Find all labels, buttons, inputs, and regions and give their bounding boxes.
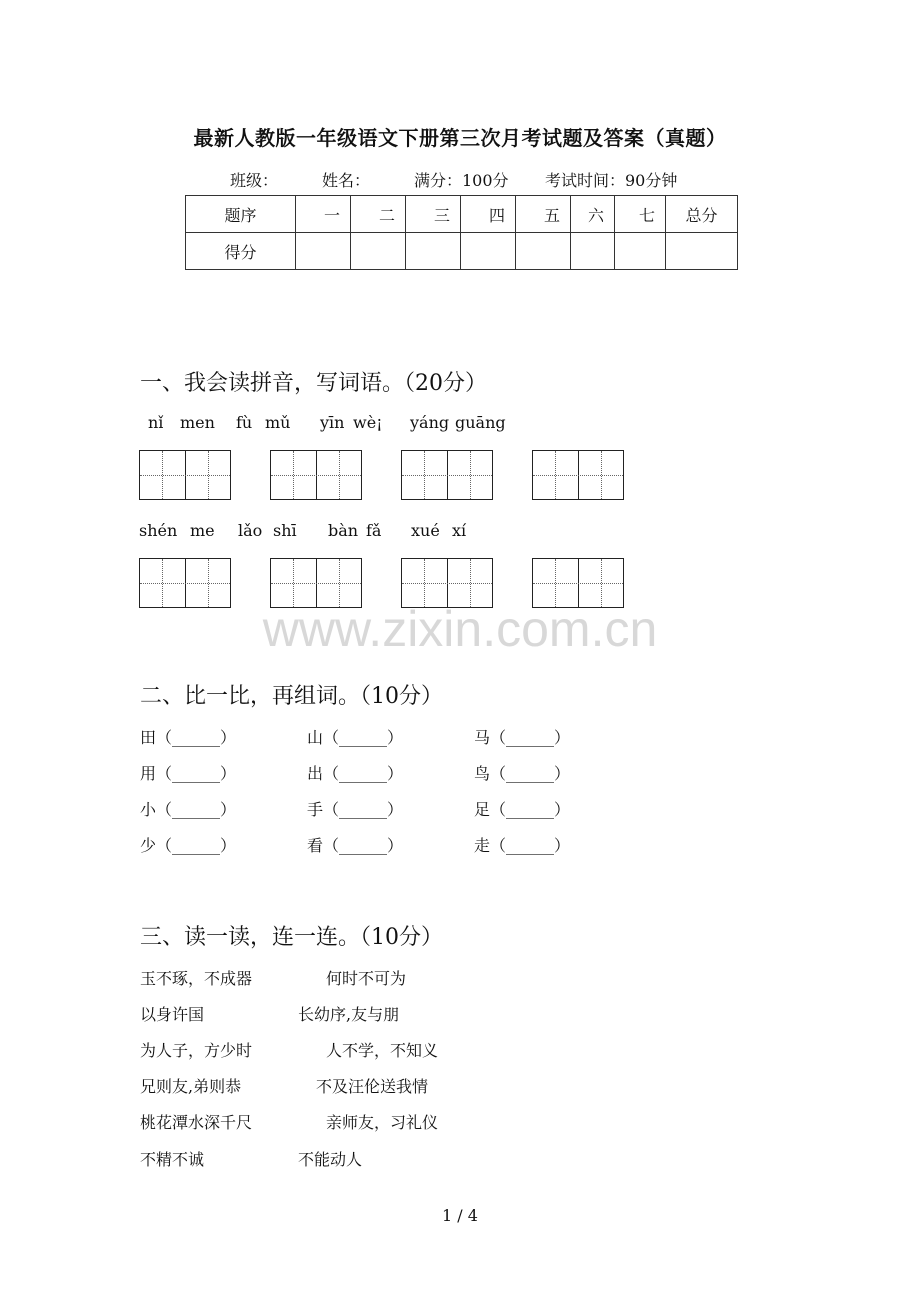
word-blank[interactable]: 田（______） [140,728,237,747]
pinyin-syllable: men [180,413,215,432]
match-left-item[interactable]: 玉不琢，不成器 [140,969,253,988]
word-blank[interactable]: 走（______） [474,836,571,855]
match-right-item[interactable]: 长幼序,友与朋 [298,1005,400,1024]
pinyin-syllable: fù [236,413,253,432]
word-blank[interactable]: 手（______） [307,800,404,819]
word-blank[interactable]: 出（______） [307,764,404,783]
pinyin-syllable: yīn [320,413,345,432]
word-blank[interactable]: 少（______） [140,836,237,855]
match-right-item[interactable]: 不能动人 [298,1150,363,1169]
score-cell[interactable] [516,233,571,270]
watermark: www.zixin.com.cn [262,601,658,657]
pinyin-syllable: shén [139,521,178,540]
word-blank[interactable]: 足（______） [474,800,571,819]
writing-grid[interactable] [270,450,362,500]
match-left-item[interactable]: 为人子，方少时 [140,1041,253,1060]
section2-heading: 二、比一比，再组词。（10分） [140,684,443,709]
score-cell[interactable] [351,233,406,270]
pinyin-syllable: xué [411,521,440,540]
pinyin-syllable: xí [452,521,467,540]
match-left-item[interactable]: 不精不诚 [140,1150,205,1169]
score-header-cell: 四 [461,196,516,233]
pinyin-syllable: wè¡ [353,413,383,432]
score-header-cell: 六 [571,196,615,233]
writing-grid[interactable] [139,450,231,500]
score-cell[interactable] [615,233,666,270]
score-header-cell: 二 [351,196,406,233]
match-left-item[interactable]: 兄则友,弟则恭 [140,1077,242,1096]
class-label: 班级： [230,171,279,190]
score-table-header-row [186,196,738,233]
match-left-item[interactable]: 桃花潭水深千尺 [140,1113,253,1132]
pinyin-syllable: mǔ [265,413,291,432]
pinyin-syllable: fǎ [366,521,382,540]
section3-heading: 三、读一读，连一连。（10分） [140,925,443,950]
word-blank[interactable]: 看（______） [307,836,404,855]
score-header-cell: 题序 [186,196,296,233]
writing-grid[interactable] [532,450,624,500]
exam-time-label: 考试时间：90分钟 [545,171,678,190]
pinyin-syllable: guāng [455,413,506,432]
pinyin-syllable: shī [273,521,297,540]
match-right-item[interactable]: 亲师友，习礼仪 [326,1113,439,1132]
match-left-item[interactable]: 以身许国 [140,1005,205,1024]
word-blank[interactable]: 马（______） [474,728,571,747]
score-header-cell: 总分 [666,196,738,233]
word-blank[interactable]: 鸟（______） [474,764,571,783]
name-label: 姓名： [322,171,371,190]
score-header-cell: 三 [406,196,461,233]
pinyin-syllable: yáng [410,413,450,432]
score-cell[interactable] [406,233,461,270]
score-header-cell: 一 [296,196,351,233]
word-blank[interactable]: 山（______） [307,728,404,747]
score-header-cell: 五 [516,196,571,233]
score-table-score-row [186,233,738,270]
word-blank[interactable]: 用（______） [140,764,237,783]
section1-heading: 一、我会读拼音，写词语。（20分） [140,371,487,396]
pinyin-syllable: bàn [328,521,359,540]
writing-grid[interactable] [401,450,493,500]
score-cell[interactable] [461,233,516,270]
score-header-cell: 七 [615,196,666,233]
match-right-item[interactable]: 人不学，不知义 [326,1041,439,1060]
pinyin-syllable: nǐ [148,413,164,432]
score-cell[interactable] [296,233,351,270]
score-cell[interactable] [571,233,615,270]
pinyin-syllable: lǎo [238,521,263,540]
full-score-label: 满分：100分 [414,171,509,190]
score-row-label: 得分 [186,233,296,270]
page-number: 1 / 4 [442,1206,478,1225]
match-right-item[interactable]: 不及汪伦送我情 [316,1077,429,1096]
match-right-item[interactable]: 何时不可为 [326,969,407,988]
page-title: 最新人教版一年级语文下册第三次月考试题及答案（真题） [193,126,727,150]
score-table [185,195,738,270]
score-cell[interactable] [666,233,738,270]
word-blank[interactable]: 小（______） [140,800,237,819]
pinyin-syllable: me [190,521,215,540]
